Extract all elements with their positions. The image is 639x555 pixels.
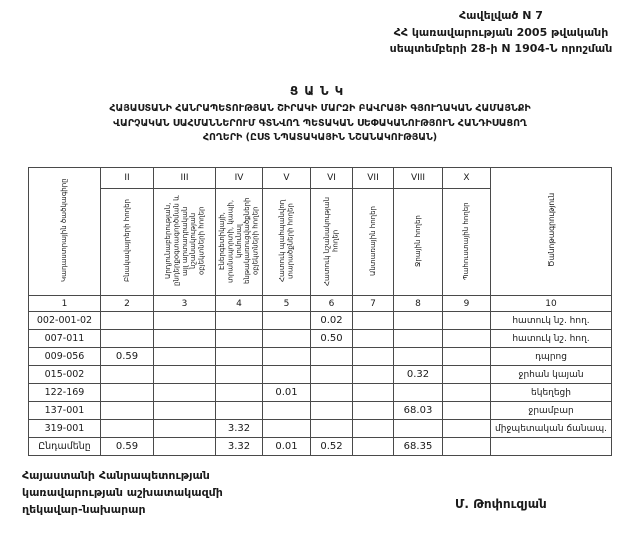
row-code: 122-169 — [29, 384, 101, 402]
total-label: Ընդամենը — [29, 438, 101, 456]
annex-line: Հավելված N 7 — [459, 9, 543, 22]
value-cell: 68.03 — [394, 402, 443, 420]
signatory-title-line: կառավարության աշխատակազմի — [22, 486, 223, 500]
value-cell: 0.01 — [263, 384, 311, 402]
value-cell — [154, 312, 216, 330]
category-header-cell — [216, 189, 263, 296]
total-value-cell: 0.59 — [101, 438, 154, 456]
value-cell — [101, 384, 154, 402]
value-cell — [216, 402, 263, 420]
value-cell — [394, 312, 443, 330]
value-cell — [394, 420, 443, 438]
note-header-label: Ծանոթագրություն — [546, 192, 556, 268]
note-header-cell — [491, 168, 612, 296]
column-number-cell: 5 — [263, 296, 311, 312]
category-header-label: Բնակավայրերի հողեր — [122, 199, 131, 282]
category-header-cell — [394, 189, 443, 296]
table-row — [29, 366, 612, 384]
numeral-cell: VIII — [394, 168, 443, 189]
value-cell — [311, 366, 353, 384]
value-cell — [443, 402, 491, 420]
value-cell — [443, 366, 491, 384]
value-cell: 0.50 — [311, 330, 353, 348]
value-cell — [101, 330, 154, 348]
row-code: 009-056 — [29, 348, 101, 366]
corner-header-cell — [29, 168, 101, 296]
table-row — [29, 348, 612, 366]
value-cell — [394, 348, 443, 366]
land-categories-table — [28, 167, 612, 456]
value-cell: 0.59 — [101, 348, 154, 366]
signatory-title-line: Հայաստանի Հանրապետության — [22, 469, 210, 482]
column-number-cell: 2 — [101, 296, 154, 312]
row-code: 002-001-02 — [29, 312, 101, 330]
subtitle-line: ՀՈՂԵՐԻ (ԸՍՏ ՆՊԱՏԱԿԱՅԻՆ ՆՇԱՆԱԿՈՒԹՅԱՆ) — [202, 132, 438, 144]
category-header-label: Պահուստային հողեր — [462, 201, 471, 280]
value-cell — [154, 402, 216, 420]
numeral-cell: II — [101, 168, 154, 189]
total-row — [29, 438, 612, 456]
document-subtitle — [40, 102, 600, 146]
note-cell: դպրոց — [491, 348, 612, 366]
value-cell — [154, 420, 216, 438]
page-title: ՑԱՆԿ — [289, 84, 350, 98]
column-number-cell: 1 — [29, 296, 101, 312]
numeral-cell: III — [154, 168, 216, 189]
total-value-cell — [443, 438, 491, 456]
numeral-cell: VI — [311, 168, 353, 189]
value-cell — [353, 348, 394, 366]
annex-line: ՀՀ կառավարության 2005 թվականի — [393, 25, 609, 39]
note-cell: ջրհան կայան — [491, 366, 612, 384]
value-cell: 0.32 — [394, 366, 443, 384]
note-cell: հատուկ նշ. հող. — [491, 312, 612, 330]
note-cell: ջրամբար — [491, 402, 612, 420]
signatory-name: Մ. Թոփուզյան — [455, 497, 547, 511]
column-number-row — [29, 296, 612, 312]
column-number-cell: 10 — [491, 296, 612, 312]
category-header-label: Հատուկ պահպանվող տարածքների հողեր — [278, 199, 295, 282]
subtitle-line: ՎԱՐՉԱԿԱՆ ՍԱՀՄԱՆՆԵՐՈՒՄ ԳՏՆՎՈՂ ՊԵՏԱԿԱՆ ՍԵՓԱԿԱՆՈՒԹՅՈՒՆ ՀԱՆԴԻՍԱՑՈՂ — [113, 117, 527, 129]
note-cell: եկեղեցի — [491, 384, 612, 402]
value-cell — [311, 402, 353, 420]
value-cell — [353, 330, 394, 348]
value-cell — [263, 402, 311, 420]
value-cell — [216, 384, 263, 402]
column-number-cell: 9 — [443, 296, 491, 312]
value-cell — [311, 420, 353, 438]
value-cell — [154, 330, 216, 348]
value-cell — [443, 420, 491, 438]
value-cell — [353, 366, 394, 384]
value-cell — [101, 312, 154, 330]
table-row — [29, 330, 612, 348]
category-header-cell — [101, 189, 154, 296]
column-number-cell: 3 — [154, 296, 216, 312]
value-cell — [394, 384, 443, 402]
value-cell — [263, 420, 311, 438]
value-cell — [353, 312, 394, 330]
row-code: 137-001 — [29, 402, 101, 420]
corner-header-label: Կադաստրային ծածկագիրը — [60, 178, 69, 282]
value-cell — [443, 384, 491, 402]
numeral-cell: VII — [353, 168, 394, 189]
value-cell — [216, 348, 263, 366]
category-header-label: Արդյունաբերության, ընդերքօգտագործման և այլ արտադրական նշանակության օբյեկտների հողեր — [163, 195, 206, 286]
value-cell — [263, 348, 311, 366]
category-header-label: Ջրային հողեր — [413, 214, 422, 267]
table-row — [29, 312, 612, 330]
value-cell — [443, 312, 491, 330]
value-cell — [353, 402, 394, 420]
total-value-cell: 0.52 — [311, 438, 353, 456]
category-header-cell — [154, 189, 216, 296]
signatory-title-line: ղեկավար-նախարար — [22, 503, 146, 517]
table-row — [29, 402, 612, 420]
column-number-cell: 8 — [394, 296, 443, 312]
value-cell — [216, 312, 263, 330]
value-cell — [101, 366, 154, 384]
header-row-numerals — [29, 168, 612, 189]
value-cell — [311, 348, 353, 366]
numeral-cell: X — [443, 168, 491, 189]
value-cell — [311, 384, 353, 402]
total-value-cell — [353, 438, 394, 456]
category-header-label: Էներգետիկայի, տրանսպորտի, կապի, կոմունալ ենթակառուցվածքների օբյեկտների հողեր — [218, 197, 260, 284]
subtitle-line: ՀԱՅԱՍՏԱՆԻ ՀԱՆՐԱՊԵՏՈՒԹՅԱՆ ՇԻՐԱԿԻ ՄԱՐԶԻ ԲԱՎՐԱՅԻ ԳՅՈՒՂԱԿԱՆ ՀԱՄԱՅՆՔԻ — [109, 103, 531, 114]
row-code: 319-001 — [29, 420, 101, 438]
value-cell — [394, 330, 443, 348]
annex-reference — [369, 8, 633, 58]
value-cell — [443, 348, 491, 366]
note-cell: հատուկ նշ. հող. — [491, 330, 612, 348]
total-value-cell — [154, 438, 216, 456]
value-cell — [154, 348, 216, 366]
value-cell — [216, 366, 263, 384]
category-header-cell — [353, 189, 394, 296]
value-cell — [263, 312, 311, 330]
row-code: 015-002 — [29, 366, 101, 384]
category-header-label: Հատուկ նշանակության հողեր — [323, 195, 340, 286]
annex-line: սեպտեմբերի 28-ի N 1904-Ն որոշման — [389, 42, 613, 55]
value-cell — [216, 330, 263, 348]
total-value-cell: 3.32 — [216, 438, 263, 456]
signatory-title-block — [22, 467, 223, 518]
value-cell — [263, 330, 311, 348]
category-header-cell — [263, 189, 311, 296]
value-cell — [154, 384, 216, 402]
category-header-cell — [311, 189, 353, 296]
value-cell — [101, 420, 154, 438]
total-note-cell — [491, 438, 612, 456]
value-cell — [353, 384, 394, 402]
value-cell — [263, 366, 311, 384]
total-value-cell: 0.01 — [263, 438, 311, 456]
value-cell — [101, 402, 154, 420]
value-cell — [443, 330, 491, 348]
column-number-cell: 6 — [311, 296, 353, 312]
row-code: 007-011 — [29, 330, 101, 348]
category-header-label: Անտառային հողեր — [368, 205, 377, 276]
column-number-cell: 4 — [216, 296, 263, 312]
numeral-cell: IV — [216, 168, 263, 189]
value-cell — [154, 366, 216, 384]
category-header-cell — [443, 189, 491, 296]
value-cell — [353, 420, 394, 438]
total-value-cell: 68.35 — [394, 438, 443, 456]
column-number-cell: 7 — [353, 296, 394, 312]
table-row — [29, 384, 612, 402]
table-row — [29, 420, 612, 438]
value-cell: 3.32 — [216, 420, 263, 438]
note-cell: միջպետական ճանապ. — [491, 420, 612, 438]
numeral-cell: V — [263, 168, 311, 189]
value-cell: 0.02 — [311, 312, 353, 330]
